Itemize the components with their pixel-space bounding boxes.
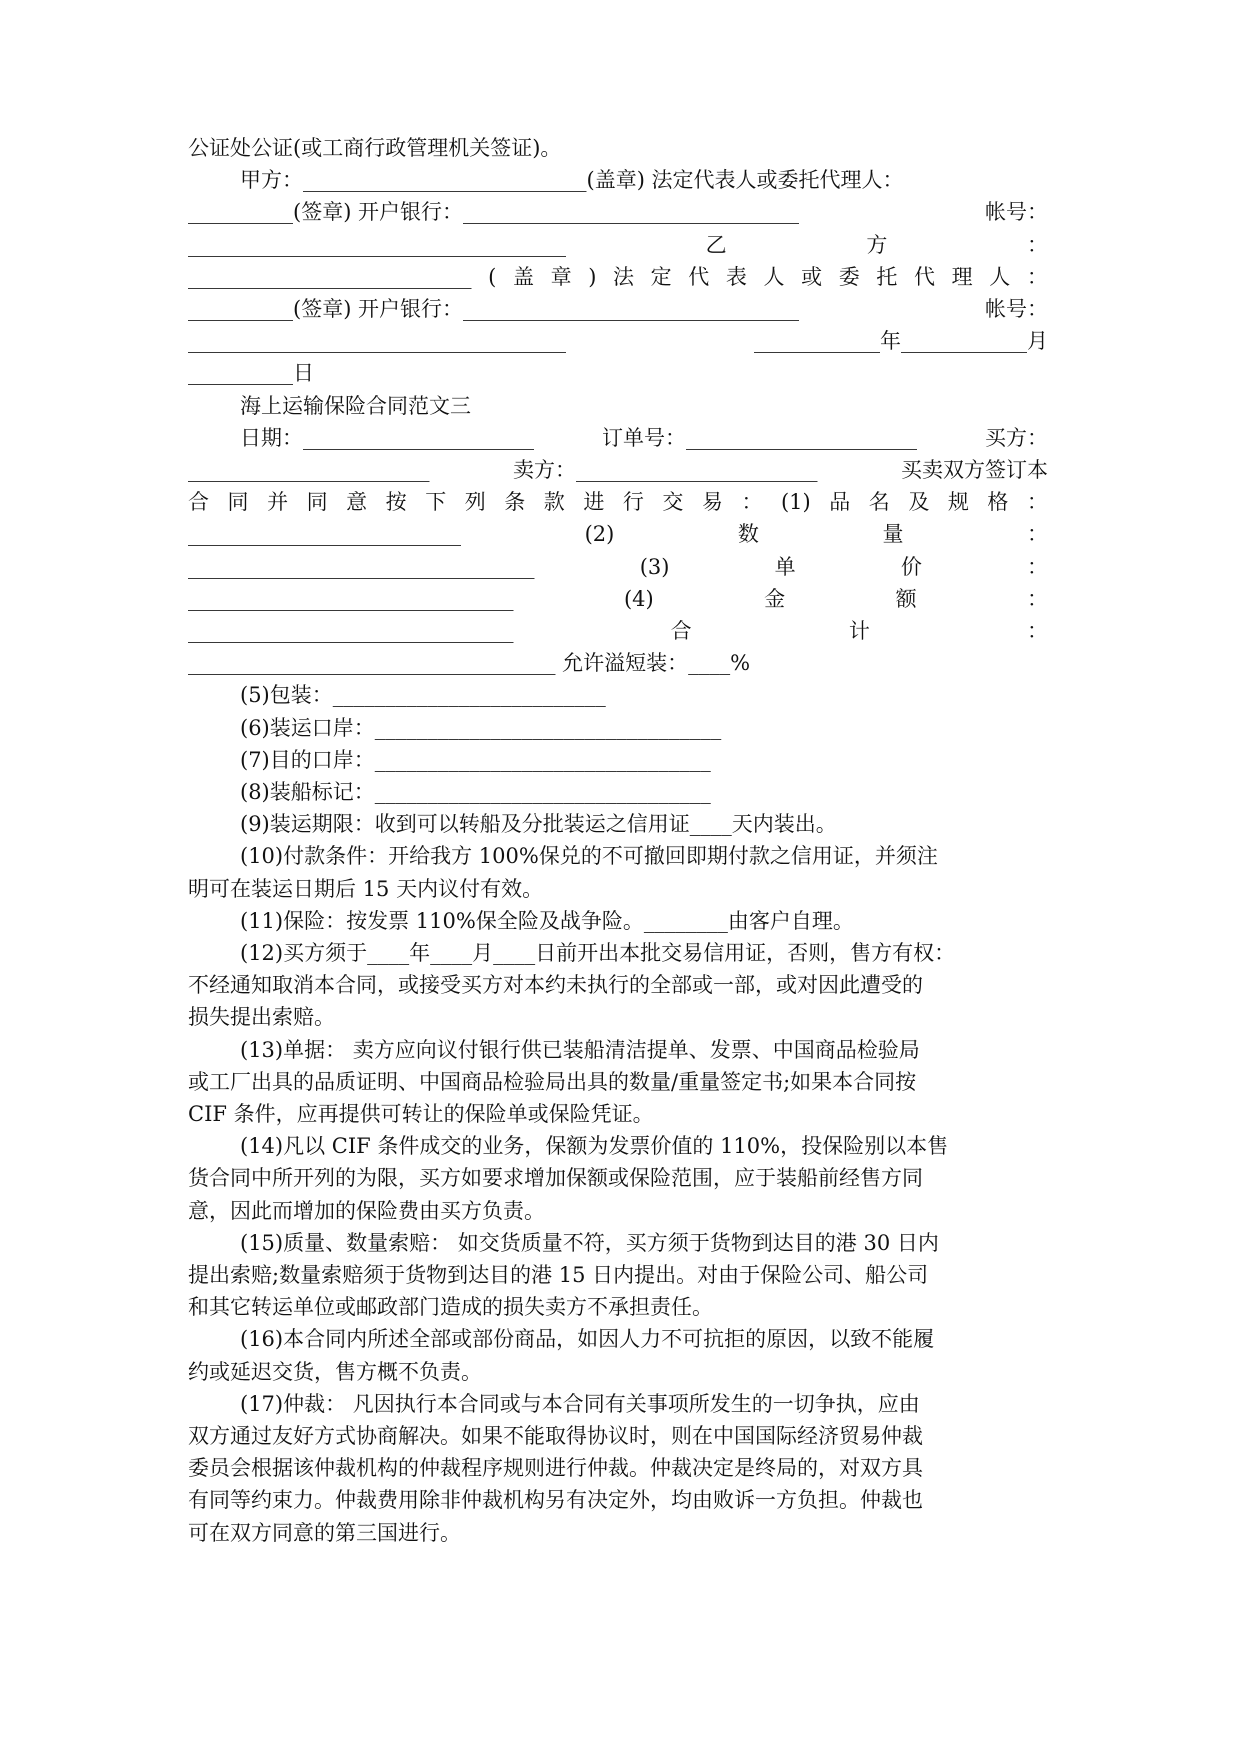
text-segment: ： (1027, 522, 1048, 547)
text-segment: 海上运输保险合同范文三 (240, 393, 471, 418)
text-line-l07 (188, 325, 1048, 357)
text-segment: 法 (613, 264, 635, 289)
text-segment: (2) (584, 522, 615, 547)
text-segment: 条 (504, 490, 526, 515)
text-line-l44 (188, 1517, 1048, 1549)
text-line-l36 (188, 1259, 1048, 1291)
text-segment: ( (488, 264, 497, 289)
text-segment: 和其它转运单位或邮政部门造成的损失卖方不承担责任。 (188, 1295, 713, 1320)
text-segment: _______________________________ (188, 619, 514, 643)
text-segment: __________(签章) 开户银行：________________________________ (188, 200, 800, 225)
text-segment: __________日 (188, 361, 314, 386)
text-segment: 可在双方同意的第三国进行。 (188, 1520, 461, 1545)
text-line-l32 (188, 1130, 1048, 1162)
text-segment: 乙 (705, 232, 727, 257)
text-segment: 数 (737, 522, 759, 547)
text-segment: (3) (639, 554, 670, 579)
text-segment: ： (1027, 586, 1048, 611)
text-line-l24 (188, 873, 1048, 905)
text-segment: 盖 (512, 264, 534, 289)
text-segment: _________________________________ (188, 554, 535, 579)
text-segment: 易 (701, 490, 723, 515)
text-line-l26 (188, 937, 1048, 969)
text-segment: (17)仲裁： 凡因执行本合同或与本合同有关事项所发生的一切争执，应由 (240, 1391, 920, 1416)
text-segment: 同 (227, 490, 249, 515)
text-segment: 行 (622, 490, 644, 515)
text-segment: 甲方：___________________________(盖章) 法定代表人或委托代理人： (240, 168, 904, 193)
text-segment: (16)本合同内所述全部或部份商品，如因人力不可抗拒的原因，以致不能履 (240, 1327, 935, 1352)
text-segment: 提出索赔;数量索赔须于货物到达目的港 15 日内提出。对由于保险公司、船公司 (188, 1263, 929, 1287)
text-segment: 约或延迟交货，售方概不负责。 (188, 1359, 482, 1384)
text-segment: (15)质量、数量索赔： 如交货质量不符，买方须于货物到达目的港 30 日内 (240, 1230, 939, 1255)
text-segment: 损失提出索赔。 (188, 1005, 335, 1030)
text-segment: 理 (951, 264, 973, 289)
text-segment: ___________________________ (188, 264, 472, 289)
text-segment: 下 (425, 490, 447, 515)
text-segment: 价 (900, 554, 922, 579)
text-line-l29 (188, 1034, 1048, 1066)
text-segment: ： (1026, 232, 1048, 257)
text-line-l09 (188, 390, 1048, 422)
text-segment: (14)凡以 CIF 条件成交的业务，保额为发票价值的 110%，投保险别以本售 (240, 1134, 949, 1159)
text-line-l23 (188, 840, 1048, 872)
text-line-l03 (188, 196, 1048, 228)
text-line-l41 (188, 1420, 1048, 1452)
text-segment: 双方通过友好方式协商解决。如果不能取得协议时，则在中国国际经济贸易仲裁 (188, 1424, 923, 1448)
text-line-l04 (188, 229, 1048, 261)
text-segment: 方 (866, 232, 888, 257)
text-line-l22 (188, 808, 1048, 840)
text-segment: 章 (550, 264, 572, 289)
text-segment: ： (1026, 264, 1048, 289)
text-segment: ____________________________________ (188, 329, 566, 354)
text-segment: 或工厂出具的品质证明、中国商品检验局出具的数量/重量签定书;如果本合同按 (188, 1069, 917, 1094)
text-segment: 买卖双方签订本 (901, 458, 1048, 482)
text-segment: ： (1026, 619, 1048, 643)
text-line-l10 (188, 422, 1048, 454)
text-segment: _______________________________ (188, 586, 514, 611)
text-line-l15 (188, 583, 1048, 615)
text-line-l18 (188, 679, 1048, 711)
text-segment: ： (1027, 554, 1048, 579)
text-segment: ___________________________________ 允许溢短装：____% (188, 651, 751, 676)
text-line-l05 (188, 261, 1048, 293)
text-segment: 名 (868, 490, 890, 515)
text-segment: 并 (267, 490, 289, 515)
text-segment: 单 (774, 554, 796, 579)
text-line-l42 (188, 1452, 1048, 1484)
text-segment: 人 (989, 264, 1011, 289)
text-segment: 订单号：______________________ (602, 425, 917, 450)
text-segment: 货合同中所开列的为限，买方如要求增加保额或保险范围，应于装船前经售方同 (188, 1166, 923, 1191)
text-segment: 意 (346, 490, 368, 515)
text-segment: 计 (848, 619, 870, 643)
text-segment: 同 (306, 490, 328, 515)
text-segment: ： (741, 490, 763, 515)
text-segment: 帐号： (985, 297, 1048, 321)
text-segment: 按 (385, 490, 407, 515)
text-line-l27 (188, 969, 1048, 1001)
text-segment: 不经通知取消本合同，或接受买方对本约未执行的全部或一部，或对因此遭受的 (188, 973, 923, 998)
text-line-l19 (188, 712, 1048, 744)
text-line-l33 (188, 1162, 1048, 1194)
text-segment: 明可在装运日期后 15 天内议付有效。 (188, 876, 544, 901)
text-segment: 有同等约束力。仲裁费用除非仲裁机构另有决定外，均由败诉一方负担。仲裁也 (188, 1488, 923, 1513)
text-segment: 卖方：_______________________ (513, 458, 818, 482)
text-line-l21 (188, 776, 1048, 808)
text-segment: ： (1026, 490, 1048, 515)
text-segment: 或 (801, 264, 823, 289)
text-segment: __________________________ (188, 522, 461, 547)
text-segment: 托 (876, 264, 898, 289)
text-segment: 款 (543, 490, 565, 515)
text-line-l08 (188, 357, 1048, 389)
text-segment: 定 (650, 264, 672, 289)
text-segment: _______________________ (188, 458, 430, 482)
text-segment: 规 (947, 490, 969, 515)
text-segment: (1) (780, 490, 811, 515)
text-segment: 品 (829, 490, 851, 515)
text-segment: 帐号： (985, 200, 1048, 225)
text-line-l16 (188, 615, 1048, 647)
text-segment: (11)保险：按发票 110%保全险及战争险。________由客户自理。 (240, 908, 854, 933)
text-segment: 代 (914, 264, 936, 289)
text-line-l25 (188, 905, 1048, 937)
text-line-l02 (188, 164, 1048, 196)
text-line-l14 (188, 551, 1048, 583)
text-segment: (4) (623, 586, 654, 611)
text-segment: 列 (464, 490, 486, 515)
text-segment: (5)包装：__________________________ (240, 683, 606, 708)
text-segment: 委 (838, 264, 860, 289)
text-line-l30 (188, 1066, 1048, 1098)
text-line-l37 (188, 1291, 1048, 1323)
text-line-l13 (188, 518, 1048, 550)
text-segment: (12)买方须于____年____月____日前开出本批交易信用证，否则，售方有权： (240, 941, 956, 965)
text-line-l34 (188, 1195, 1048, 1227)
text-line-l39 (188, 1356, 1048, 1388)
text-line-l38 (188, 1323, 1048, 1355)
text-segment: (9)装运期限：收到可以转船及分批装运之信用证____天内装出。 (240, 812, 837, 837)
text-segment: 人 (763, 264, 785, 289)
text-segment: __________(签章) 开户银行：________________________________ (188, 297, 800, 321)
text-segment: (13)单据： 卖方应向议付银行供已装船清洁提单、发票、中国商品检验局 (240, 1037, 920, 1062)
text-segment: ) (588, 264, 597, 289)
text-segment: (10)付款条件：开给我方 100%保兑的不可撤回即期付款之信用证，并须注 (240, 844, 938, 869)
text-segment: (7)目的口岸：________________________________ (240, 747, 711, 772)
text-segment: 量 (882, 522, 904, 547)
text-segment: 表 (725, 264, 747, 289)
text-line-l31 (188, 1098, 1048, 1130)
text-segment: 金 (764, 586, 786, 611)
text-segment: ____________________________________ (188, 232, 566, 257)
text-segment: 代 (688, 264, 710, 289)
text-segment: 格 (987, 490, 1009, 515)
text-segment: 合 (188, 490, 209, 515)
text-segment: (6)装运口岸：_________________________________ (240, 715, 722, 740)
text-line-l11 (188, 454, 1048, 486)
text-segment: ____________年____________月 (754, 329, 1048, 354)
text-segment: CIF 条件，应再提供可转让的保险单或保险凭证。 (188, 1102, 654, 1126)
text-line-l20 (188, 744, 1048, 776)
text-segment: 交 (662, 490, 684, 515)
text-segment: 额 (895, 586, 917, 611)
text-line-l35 (188, 1227, 1048, 1259)
text-segment: 日期：______________________ (240, 425, 534, 450)
text-line-l28 (188, 1001, 1048, 1033)
text-line-l17 (188, 647, 1048, 679)
text-line-l12 (188, 486, 1048, 518)
text-segment: 进 (583, 490, 605, 515)
text-segment: 买方： (985, 425, 1048, 450)
text-line-l43 (188, 1484, 1048, 1516)
text-segment: 公证处公证(或工商行政管理机关签证)。 (188, 136, 562, 160)
text-segment: 合 (670, 619, 692, 643)
text-segment: 委员会根据该仲裁机构的仲裁程序规则进行仲裁。仲裁决定是终局的，对双方具 (188, 1456, 923, 1481)
text-line-l06 (188, 293, 1048, 325)
text-segment: 意，因此而增加的保险费由买方负责。 (188, 1198, 545, 1223)
text-line-l40 (188, 1388, 1048, 1420)
text-segment: (8)装船标记：________________________________ (240, 780, 711, 804)
text-segment: 及 (908, 490, 930, 515)
text-line-l01 (188, 132, 1048, 164)
